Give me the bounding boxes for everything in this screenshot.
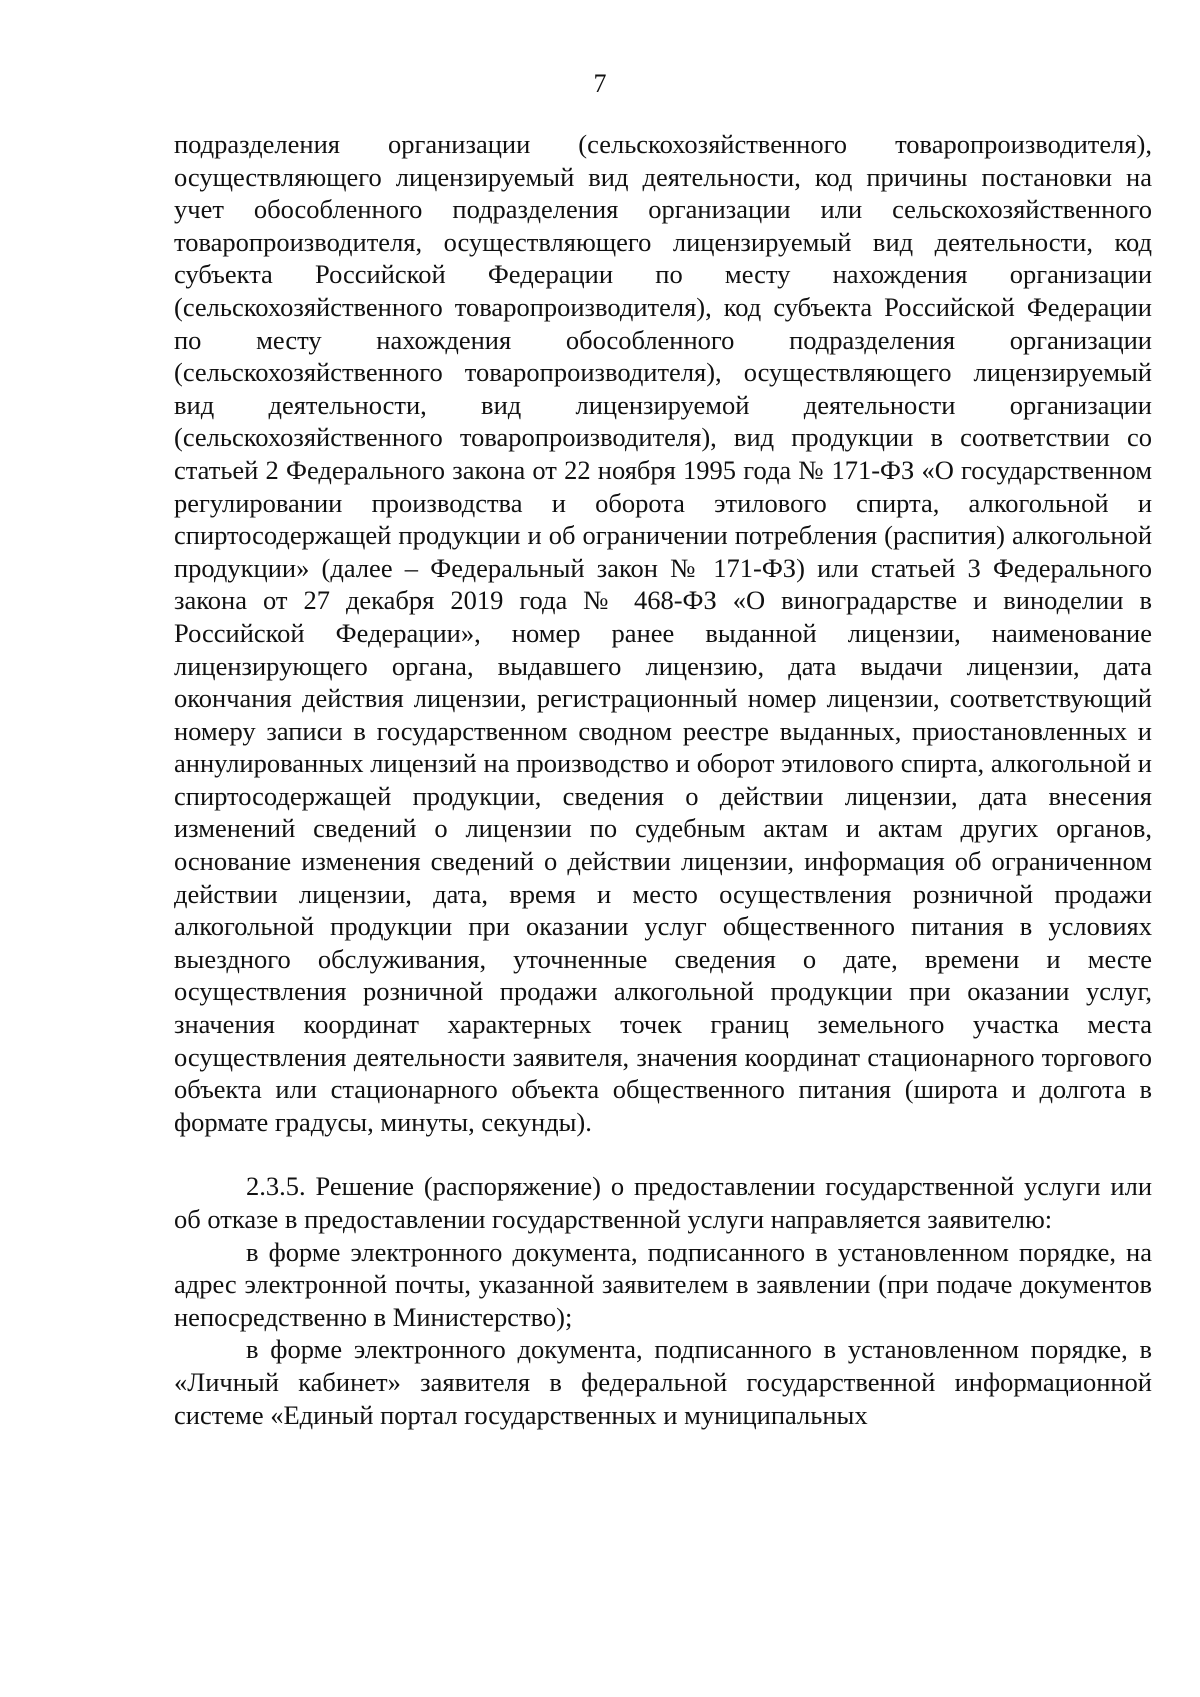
paragraph-personal-cabinet-delivery: в форме электронного документа, подписанного в установленном порядке, в «Личный кабинет» заявителя в федеральной государственной информационной системе «Единый портал государственных и муниципальных [174,1334,1152,1430]
paragraph-email-delivery: в форме электронного документа, подписанного в установленном порядке, на адрес электронной почты, указанной заявителем в заявлении (при подаче документов непосредственно в Министерство); [174,1236,1152,1332]
paragraph-section-2-3-5: 2.3.5. Решение (распоряжение) о предоставлении государственной услуги или об отказе в предоставлении государственной услуги направляется заявителю: [174,1171,1152,1234]
document-body [174,128,1152,1431]
page-number: 7 [593,69,607,98]
paragraph-continued: подразделения организации (сельскохозяйственного товаропроизводителя), осуществляющего лицензируемый вид деятельности, код причины постановки на учет обособленного подразделения организации или сельскохозяйственного товаропроизводителя, осуществляющего лицензируемый вид деятельности, код субъекта Российской Федерации по месту нахождения организации (сельскохозяйственного товаропроизводителя), код субъекта Российской Федерации по месту нахождения обособленного подразделения организации (сельскохозяйственного товаропроизводителя), осуществляющего лицензируемый вид деятельности, вид лицензируемой деятельности организации (сельскохозяйственного товаропроизводителя), вид продукции в соответствии со статьей 2 Федерального закона от 22 ноября 1995 года № 171-ФЗ «О государственном регулировании производства и оборота этилового спирта, алкогольной и спиртосодержащей продукции и об ограничении потребления (распития) алкогольной продукции» (далее – Федеральный закон № 171-ФЗ) или статьей 3 Федерального закона от 27 декабря 2019 года № 468-ФЗ «О виноградарстве и виноделии в Российской Федерации», номер ранее выданной лицензии, наименование лицензирующего органа, выдавшего лицензию, дата выдачи лицензии, дата окончания действия лицензии, регистрационный номер лицензии, соответствующий номеру записи в государственном сводном реестре выданных, приостановленных и аннулированных лицензий на производство и оборот этилового спирта, алкогольной и спиртосодержащей продукции, сведения о действии лицензии, дата внесения изменений сведений о лицензии по судебным актам и актам других органов, основание изменения сведений о действии лицензии, информация об ограниченном действии лицензии, дата, время и место осуществления розничной продажи алкогольной продукции при оказании услуг общественного питания в условиях выездного обслуживания, уточненные сведения о дате, времени и месте осуществления розничной продажи алкогольной продукции при оказании услуг, значения координат характерных точек границ земельного участка места осуществления деятельности заявителя, значения координат стационарного торгового объекта или стационарного объекта общественного питания (широта и долгота в формате градусы, минуты, секунды). [174,129,1152,1137]
